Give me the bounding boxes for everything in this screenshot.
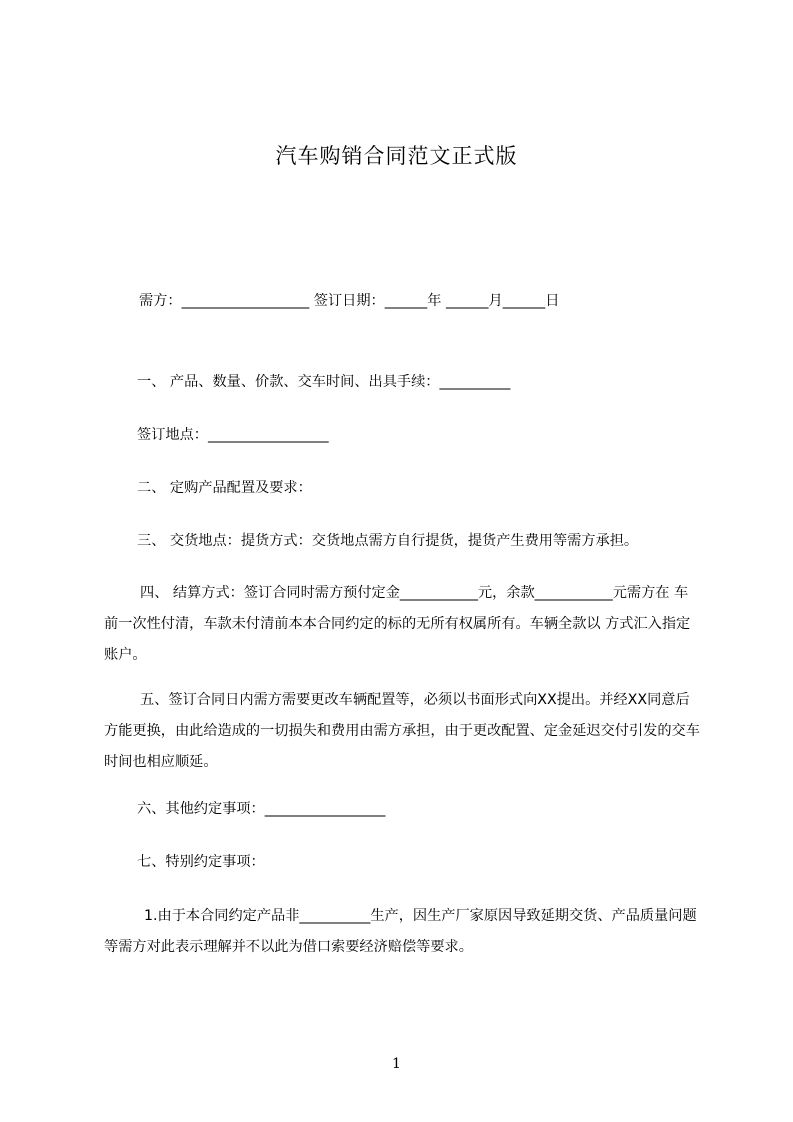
section-4: 四、 结算方式：签订合同时需方预付定金___________元，余款___________元需方在 车前一次性付清，车款未付清前本本合同约定的标的无所有权属所有。车辆全款以 方式汇入指定账户。 [104, 585, 691, 663]
document-title: 汽车购销合同范文正式版 [275, 144, 518, 168]
header-line: 需方：__________________ 签订日期：______年 ______月______日 [139, 293, 560, 309]
section-6: 六、其他约定事项：_________________ [137, 801, 386, 817]
section-3: 三、 交货地点：提货方式：交货地点需方自行提货，提货产生费用等需方承担。 [137, 533, 639, 549]
page-number: 1 [392, 1056, 401, 1072]
section-2: 二、 定购产品配置及要求： [137, 480, 312, 496]
section-7: 七、特别约定事项： [137, 854, 265, 870]
section-5: 五、签订合同日内需方需要更改车辆配置等，必须以书面形式向XX提出。并经XX同意后方能更换，由此给造成的一切损失和费用由需方承担，由于更改配置、定金延迟交付引发的交车时间也相应顺延。 [104, 692, 700, 770]
signing-place: 签订地点：_________________ [137, 427, 329, 443]
section-7-clause-1: 1.由于本合同约定产品非__________生产，因生产厂家原因导致延期交货、产品质量问题等需方对此表示理解并不以此为借口索要经济赔偿等要求。 [104, 908, 697, 955]
section-1: 一、 产品、数量、价款、交车时间、出具手续：__________ [137, 374, 511, 390]
